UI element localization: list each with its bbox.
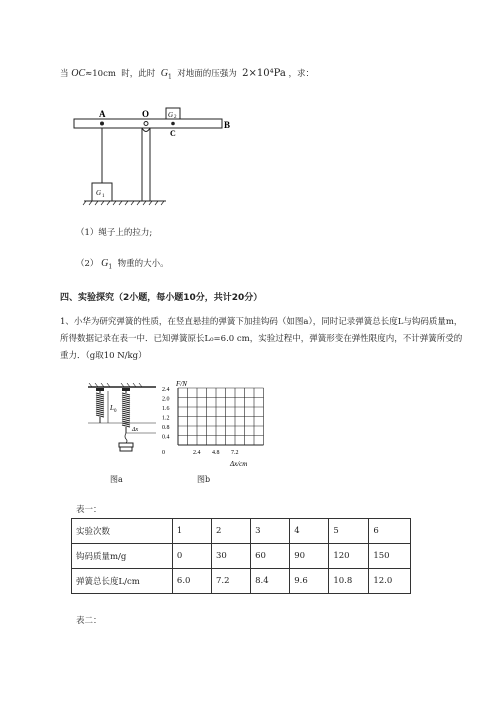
intro-pressure-text: 对地面的压强为: [177, 69, 237, 79]
l0-sub: 0: [114, 409, 117, 414]
spring2-mount: [122, 388, 130, 391]
spring-1: [96, 391, 104, 423]
grid-lines: [178, 388, 264, 445]
oc-symbol: OC: [71, 68, 86, 79]
spring-2: [122, 391, 130, 433]
table-cell: 10.8: [329, 569, 369, 594]
figure-a-caption: 图a: [110, 475, 123, 484]
question-1: （1）绳子上的拉力;: [76, 228, 153, 238]
dx-label: Δx: [132, 427, 139, 433]
table-cell: 150: [369, 544, 411, 569]
problem-text: 1、小华为研究弹簧的性质，在竖直悬挂的弹簧下加挂钩码（如图a），同时记录弹簧总长度L与钩码质量m，所得数据记录在表一中．已知弹簧原长L₀=6.0 cm，实验过程中，弹簧形变在弹性限度内，不计弹簧所受的重力．（g取10 N/kg）: [60, 317, 463, 361]
ground-hatch: [83, 201, 164, 205]
label-g2-sub: 2: [174, 115, 177, 120]
q2-symbol: G: [101, 258, 109, 269]
label-c: C: [170, 129, 176, 138]
intro-line: [60, 68, 314, 84]
y-tick-label: 0.8: [162, 425, 170, 431]
x-tick-label: 4.8: [212, 450, 220, 456]
q2-sub: 1: [108, 263, 113, 271]
label-b: B: [224, 120, 231, 130]
section-heading: 四、实验探究（2小题，每小题10分，共计20分）: [60, 293, 263, 303]
weight-2: [120, 447, 132, 451]
table-cell: 5: [329, 519, 369, 544]
table1-caption: 表一：: [76, 505, 102, 515]
label-g2: G: [168, 111, 174, 119]
g1-symbol: G: [160, 68, 168, 79]
hook: [125, 433, 127, 443]
table-row: [72, 544, 411, 569]
table-cell: 60: [251, 544, 290, 569]
intro-approx: ≈10cm: [85, 69, 116, 79]
y-tick-label: 2.4: [162, 387, 170, 393]
label-g1-sub: 1: [102, 194, 105, 199]
y-axis-label: F/N: [176, 380, 187, 388]
g1-sub: 1: [167, 73, 172, 81]
table-cell: 90: [290, 544, 329, 569]
table-cell: 1: [172, 519, 211, 544]
y-tick-label: 2.0: [162, 396, 170, 403]
figure-b: [160, 378, 270, 468]
intro-mid: 时，此时: [121, 69, 156, 79]
intro-suffix: ，求：: [288, 69, 315, 79]
label-o: O: [142, 109, 150, 119]
point-c-dot: [171, 122, 175, 126]
table-cell: 4: [290, 519, 329, 544]
table-cell: 12.0: [369, 569, 411, 594]
q2-suffix: 物重的大小。: [117, 259, 169, 269]
row-header-cell: 弹簧总长度L/cm: [72, 569, 173, 594]
x-tick-label: 7.2: [231, 450, 239, 456]
pressure-value: 2×10⁴Pa: [242, 68, 286, 79]
point-a-dot: [100, 122, 104, 126]
pivot-o: [144, 122, 148, 126]
table-cell: 6: [369, 519, 411, 544]
figure-b-caption: 图b: [197, 475, 211, 484]
y-tick-label: 1.2: [162, 415, 170, 422]
label-g1: G: [96, 189, 102, 197]
table-cell: 8.4: [251, 569, 290, 594]
table-cell: 120: [329, 544, 369, 569]
table-cell: 2: [212, 519, 251, 544]
pivot-support: [142, 128, 150, 201]
origin-label: 0: [162, 450, 165, 456]
table-row: [72, 519, 411, 544]
table-row: [72, 569, 411, 594]
l0-label: L: [110, 404, 114, 412]
x-tick-label: 2.4: [193, 450, 201, 456]
q2-prefix: （2）: [76, 259, 99, 269]
y-tick-label: 1.6: [162, 406, 170, 412]
row-header-cell: 钩码质量m/g: [72, 544, 173, 569]
question-2: [76, 258, 169, 274]
row-header-cell: 实验次数: [72, 519, 173, 544]
label-a: A: [99, 109, 106, 119]
table-cell: 0: [172, 544, 211, 569]
lever-figure: [70, 105, 240, 213]
table-cell: 9.6: [290, 569, 329, 594]
table-cell: 3: [251, 519, 290, 544]
table-cell: 6.0: [172, 569, 211, 594]
table2-caption: 表二：: [76, 616, 102, 626]
table-cell: 7.2: [212, 569, 251, 594]
spring1-mount: [96, 388, 104, 391]
x-axis-label: Δx/cm: [230, 460, 248, 468]
weight-1: [119, 443, 133, 447]
table-cell: 30: [212, 544, 251, 569]
y-tick-label: 0.4: [162, 434, 170, 441]
intro-prefix: 当: [60, 69, 69, 79]
figure-a: [88, 383, 158, 468]
table-1: [71, 518, 411, 594]
